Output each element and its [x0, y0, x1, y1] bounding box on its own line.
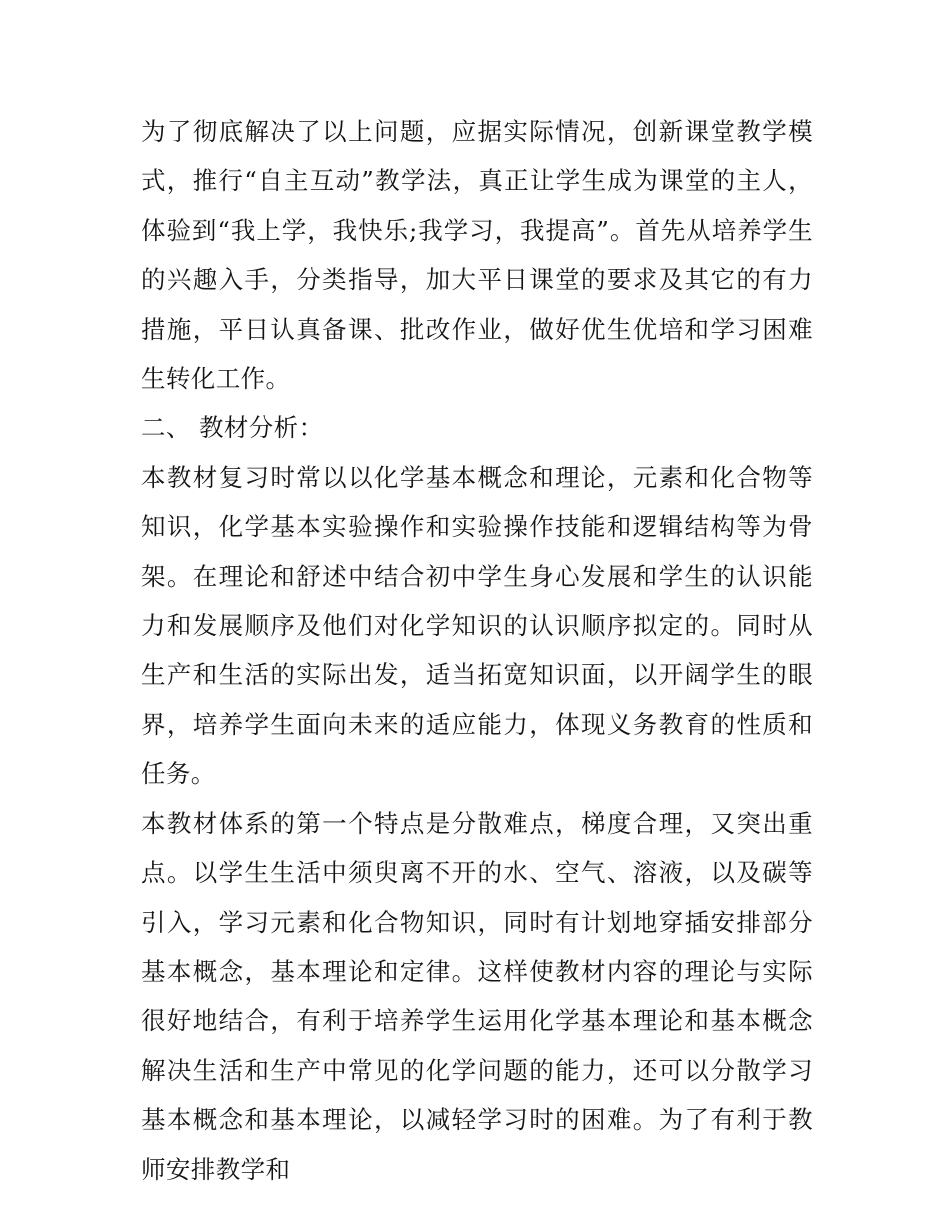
paragraph-textbook-overview: 本教材复习时常以以化学基本概念和理论，元素和化合物等知识，化学基本实验操作和实验操作技能和逻辑结构等为骨架。在理论和舒述中结合初中学生身心发展和学生的认识能力和发展顺序及他们对化学知识的认识顺序拟定的。同时从生产和生活的实际出发，适当拓宽知识面，以开阔学生的眼界，培养学生面向未来的适应能力，体现义务教育的性质和任务。 [141, 462, 813, 789]
section-heading-textbook-analysis: 二、 教材分析： [141, 413, 324, 443]
paragraph-teaching-reform: 为了彻底解决了以上问题，应据实际情况，创新课堂教学模式，推行“自主互动”教学法，真正让学生成为课堂的主人，体验到“我上学，我快乐;我学习，我提高”。首先从培养学生的兴趣入手，分类指导，加大平日课堂的要求及其它的有力措施，平日认真备课、批改作业，做好优生优培和学习困难生转化工作。 [141, 117, 813, 394]
document-body [141, 107, 813, 1194]
paragraph-textbook-features: 本教材体系的第一个特点是分散难点，梯度合理，又突出重点。以学生生活中须臾离不开的水、空气、溶液，以及碳等引入，学习元素和化合物知识，同时有计划地穿插安排部分基本概念，基本理论和定律。这样使教材内容的理论与实际很好地结合，有利于培养学生运用化学基本理论和基本概念解决生活和生产中常见的化学问题的能力，还可以分散学习基本概念和基本理论，以减轻学习时的困难。为了有利于教师安排教学和 [141, 808, 813, 1184]
